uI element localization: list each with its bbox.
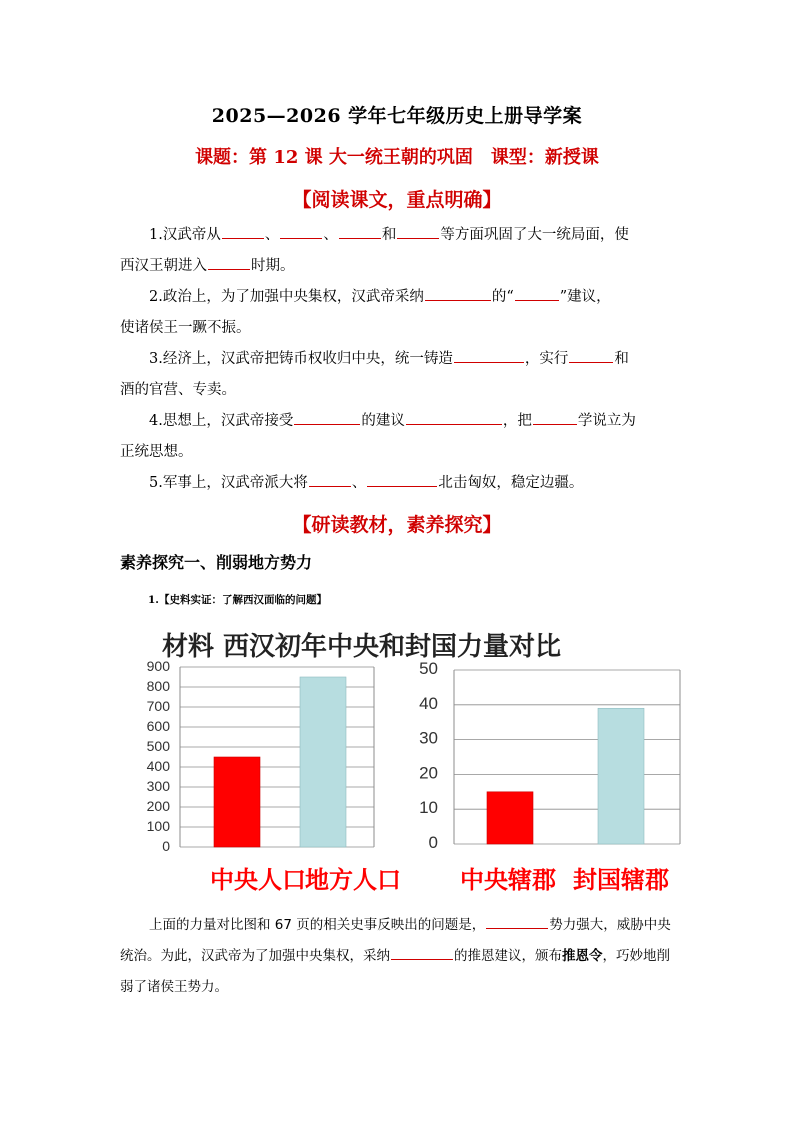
bar-中央辖郡	[487, 792, 533, 844]
chart-title: 材料 西汉初年中央和封国力量对比	[162, 632, 562, 662]
y-tick-label: 300	[146, 778, 170, 794]
q2-text-d: 使诸侯王一蹶不振。	[120, 320, 251, 336]
y-tick-label: 0	[162, 838, 170, 854]
bar-封国辖郡	[598, 708, 644, 844]
analysis-keyword: 推恩令	[562, 948, 603, 964]
q1-sep-1: 、	[264, 227, 280, 243]
lesson-subtitle: 课题：第 12 课 大一统王朝的巩固 课型：新授课	[195, 147, 599, 168]
q1-blank-1[interactable]	[222, 224, 264, 239]
category-label: 封国辖郡	[573, 867, 669, 894]
question-1	[120, 220, 675, 282]
analysis-text-2: 势力强大，威胁中央统治。为此，汉武帝为了加强中央集权，采纳	[120, 917, 671, 964]
q2-blank-2[interactable]	[515, 286, 559, 301]
y-tick-label: 100	[146, 818, 170, 834]
q4-text-d: 学说立为	[577, 413, 636, 429]
q4-text-b: 的建议	[361, 413, 405, 429]
analysis-paragraph	[120, 910, 675, 1003]
q1-blank-3[interactable]	[339, 224, 381, 239]
q1-blank-2[interactable]	[280, 224, 322, 239]
section-heading-study: 【研读教材，素养探究】	[292, 514, 502, 536]
q5-text-c: 北击匈奴，稳定边疆。	[438, 475, 584, 491]
q5-text-b: 、	[351, 475, 367, 491]
q4-blank-3[interactable]	[533, 410, 577, 425]
question-3	[120, 344, 675, 406]
category-label: 中央辖郡	[460, 867, 556, 894]
analysis-text-3: 的推恩建议，颁布	[454, 948, 562, 964]
q2-text-c: ”建议，	[559, 289, 611, 305]
y-tick-label: 20	[419, 763, 438, 783]
inquiry-heading: 素养探究一、削弱地方势力	[120, 553, 313, 572]
item-1-label: 1.【史料实证：了解西汉面临的问题】	[148, 594, 327, 606]
y-tick-label: 400	[146, 758, 170, 774]
y-tick-label: 900	[146, 658, 170, 674]
q5-blank-1[interactable]	[309, 472, 351, 487]
q1-and: 和	[381, 227, 397, 243]
q2-text-b: 的“	[491, 289, 514, 305]
q3-text-d: 酒的官营、专卖。	[120, 382, 236, 398]
y-tick-label: 200	[146, 798, 170, 814]
question-5	[120, 468, 675, 499]
y-tick-label: 500	[146, 738, 170, 754]
section-heading-reading: 【阅读课文，重点明确】	[292, 189, 502, 211]
question-2	[120, 282, 675, 344]
y-tick-label: 10	[419, 798, 438, 818]
page-title: 2025—2026 学年七年级历史上册导学案	[211, 105, 583, 127]
question-4	[120, 406, 675, 468]
comparison-chart-figure	[118, 618, 683, 900]
analysis-blank-1[interactable]	[486, 914, 548, 929]
y-tick-label: 700	[146, 698, 170, 714]
q2-blank-1[interactable]	[425, 286, 491, 301]
analysis-text-4: ，巧妙地削弱了诸侯王势力。	[120, 948, 670, 995]
y-tick-label: 800	[146, 678, 170, 694]
q5-text-a: 5.军事上，汉武帝派大将	[149, 475, 308, 491]
q1-text-c: 西汉王朝进入	[120, 258, 207, 274]
y-tick-label: 40	[419, 693, 438, 713]
q4-text-e: 正统思想。	[120, 444, 193, 460]
q1-text-b: 等方面巩固了大一统局面，使	[440, 227, 629, 243]
category-label: 中央人口	[210, 867, 306, 894]
q3-text-b: ，实行	[524, 351, 569, 367]
q1-blank-4[interactable]	[397, 224, 439, 239]
q3-text-a: 3.经济上，汉武帝把铸币权收归中央，统一铸造	[149, 351, 453, 367]
y-tick-label: 600	[146, 718, 170, 734]
y-tick-label: 0	[428, 833, 438, 852]
q3-blank-2[interactable]	[569, 348, 613, 363]
analysis-blank-2[interactable]	[391, 945, 453, 960]
q1-sep-2: 、	[323, 227, 338, 243]
q3-text-c: 和	[614, 351, 629, 367]
q1-blank-5[interactable]	[208, 255, 250, 270]
analysis-text-1: 上面的力量对比图和 67 页的相关史事反映出的问题是，	[149, 917, 486, 933]
y-tick-label: 30	[419, 728, 438, 748]
q4-text-a: 4.思想上，汉武帝接受	[149, 413, 294, 429]
q5-blank-2[interactable]	[367, 472, 437, 487]
q2-text-a: 2.政治上，为了加强中央集权，汉武帝采纳	[149, 289, 424, 305]
q4-text-c: ，把	[502, 413, 532, 429]
category-label: 地方人口	[305, 867, 401, 894]
q3-blank-1[interactable]	[454, 348, 524, 363]
q1-text-d: 时期。	[251, 258, 295, 274]
q1-text-a: 1.汉武帝从	[149, 227, 221, 243]
y-tick-label: 50	[419, 659, 438, 678]
bar-中央人口	[214, 757, 260, 847]
q4-blank-1[interactable]	[294, 410, 360, 425]
q4-blank-2[interactable]	[406, 410, 502, 425]
bar-地方人口	[300, 677, 346, 847]
chart-canvas	[118, 618, 683, 900]
